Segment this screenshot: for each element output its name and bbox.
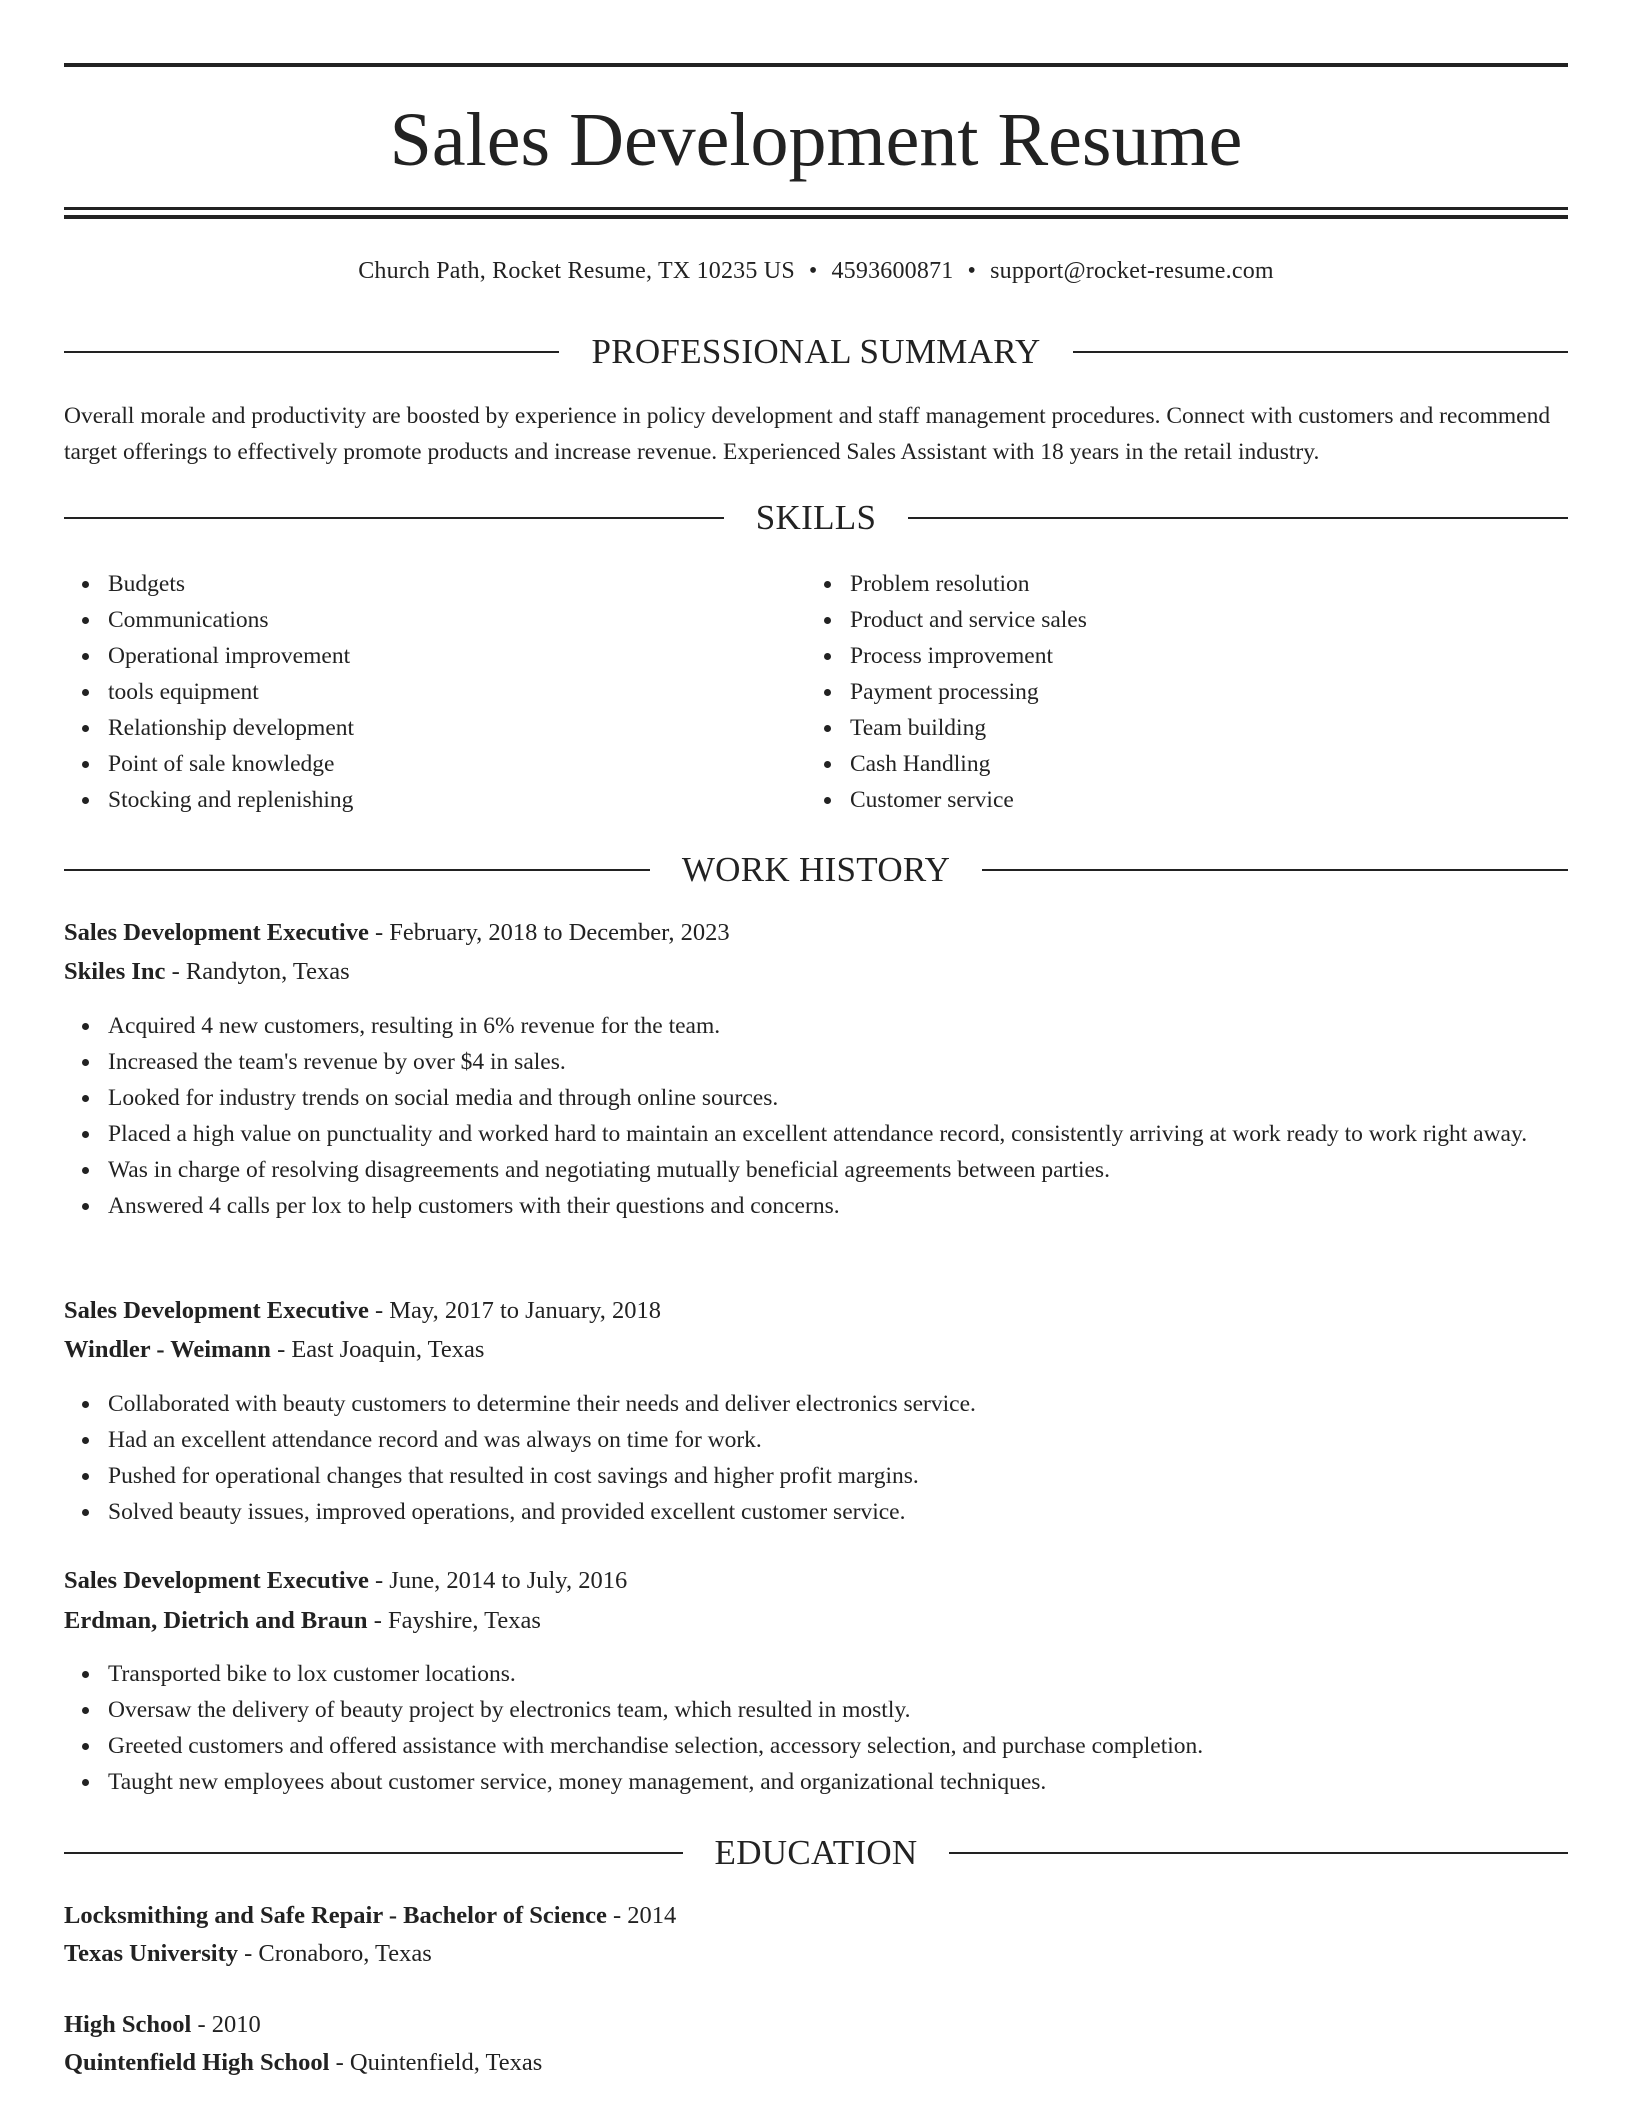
job-title: Sales Development Executive [64,1297,369,1324]
skill-item: Payment processing [850,674,1548,710]
job-bullets [64,1386,1568,1530]
heading-rule [949,1852,1568,1854]
skill-item: Team building [850,710,1548,746]
contact-line [64,255,1568,287]
job-company: Skiles Inc [64,958,166,985]
job-location: - Randyton, Texas [165,958,350,985]
summary-text: Overall morale and productivity are boosted by experience in policy development and staff management procedures. Connect with customers and recommend target offerings to effectively promote products and increase revenue. Experienced Sales Assistant with 18 years in the retail industry. [64,403,1551,465]
skill-item: Process improvement [850,638,1548,674]
skill-item: Stocking and replenishing [108,782,806,818]
job-bullet: Taught new employees about customer service, money management, and organizational techniques. [108,1764,1568,1800]
heading-rule [64,1852,683,1854]
job-bullet: Oversaw the delivery of beauty project by electronics team, which resulted in mostly. [108,1692,1568,1728]
job-bullet: Acquired 4 new customers, resulting in 6% revenue for the team. [108,1008,1568,1044]
job-location: - East Joaquin, Texas [270,1336,485,1363]
job-title: Sales Development Executive [64,1567,369,1594]
education-degree-line [64,2006,1568,2044]
job-bullet: Looked for industry trends on social media and through online sources. [108,1080,1568,1116]
skill-item: Problem resolution [850,566,1548,602]
page-title: Sales Development Resume [389,98,1243,182]
job-dates: - May, 2017 to January, 2018 [368,1297,661,1324]
education-school-line [64,2044,1568,2082]
contact-phone: 4593600871 [831,258,954,284]
job-bullet: Increased the team's revenue by over $4 in sales. [108,1044,1568,1080]
job-title: Sales Development Executive [64,919,369,946]
heading-rule [982,869,1568,871]
heading-rule [64,869,650,871]
job-bullet: Was in charge of resolving disagreements and negotiating mutually beneficial agreements between parties. [108,1152,1568,1188]
job-bullet: Solved beauty issues, improved operations, and provided excellent customer service. [108,1494,1568,1530]
job-company-line [64,1331,1568,1369]
section-heading-education [64,1831,1568,1875]
skill-item: Relationship development [108,710,806,746]
skill-item: Product and service sales [850,602,1548,638]
education-year: - 2010 [191,2011,261,2038]
section-title-education: EDUCATION [714,1833,918,1872]
header-double-rule-lower [64,215,1568,219]
heading-rule [908,517,1568,519]
section-title-summary: PROFESSIONAL SUMMARY [591,332,1041,371]
education-location: - Quintenfield, Texas [329,2049,543,2076]
education-location: - Cronaboro, Texas [238,1940,432,1967]
section-heading-summary [64,330,1568,374]
section-title-skills: SKILLS [755,498,877,537]
header-top-rule [64,63,1568,67]
job-bullet: Answered 4 calls per lox to help customers with their questions and concerns. [108,1188,1568,1224]
section-title-work-history: WORK HISTORY [681,850,951,889]
heading-rule [64,351,559,353]
skill-item: tools equipment [108,674,806,710]
skill-item: Operational improvement [108,638,806,674]
job-bullet: Pushed for operational changes that resulted in cost savings and higher profit margins. [108,1458,1568,1494]
section-heading-work-history [64,848,1568,892]
job-title-line [64,1292,1568,1330]
job-company-line [64,1602,1568,1640]
job-bullet: Placed a high value on punctuality and worked hard to maintain an excellent attendance record, consistently arriving at work ready to work right away. [108,1116,1568,1152]
job-company-line [64,953,1568,991]
job-bullet: Greeted customers and offered assistance with merchandise selection, accessory selection, and purchase completion. [108,1728,1568,1764]
job-location: - Fayshire, Texas [367,1607,541,1634]
education-school-line [64,1935,1568,1973]
contact-separator: • [808,258,818,284]
job-title-line [64,1562,1568,1600]
education-year: - 2014 [606,1902,677,1929]
job-company: Windler - Weimann [64,1336,271,1363]
job-dates: - February, 2018 to December, 2023 [368,919,730,946]
heading-rule [1073,351,1568,353]
job-bullets [64,1656,1568,1800]
job-bullet: Transported bike to lox customer locations. [108,1656,1568,1692]
skill-item: Communications [108,602,806,638]
header-double-rule-upper [64,207,1568,210]
skills-list-left [64,566,806,818]
contact-address: Church Path, Rocket Resume, TX 10235 US [358,258,795,284]
education-degree: Locksmithing and Safe Repair - Bachelor of Science [64,1902,607,1929]
education-degree: High School [64,2011,192,2038]
contact-email: support@rocket-resume.com [990,258,1274,284]
heading-rule [64,517,724,519]
job-dates: - June, 2014 to July, 2016 [368,1567,628,1594]
skills-list-right [806,566,1548,818]
contact-separator: • [967,258,977,284]
skill-item: Customer service [850,782,1548,818]
job-bullet: Had an excellent attendance record and was always on time for work. [108,1422,1568,1458]
education-school: Texas University [64,1940,239,1967]
job-bullets [64,1008,1568,1224]
skill-item: Cash Handling [850,746,1548,782]
job-title-line [64,914,1568,952]
job-company: Erdman, Dietrich and Braun [64,1607,368,1634]
job-bullet: Collaborated with beauty customers to determine their needs and deliver electronics service. [108,1386,1568,1422]
skill-item: Point of sale knowledge [108,746,806,782]
section-heading-skills [64,496,1568,540]
education-degree-line [64,1897,1568,1935]
education-school: Quintenfield High School [64,2049,330,2076]
skill-item: Budgets [108,566,806,602]
